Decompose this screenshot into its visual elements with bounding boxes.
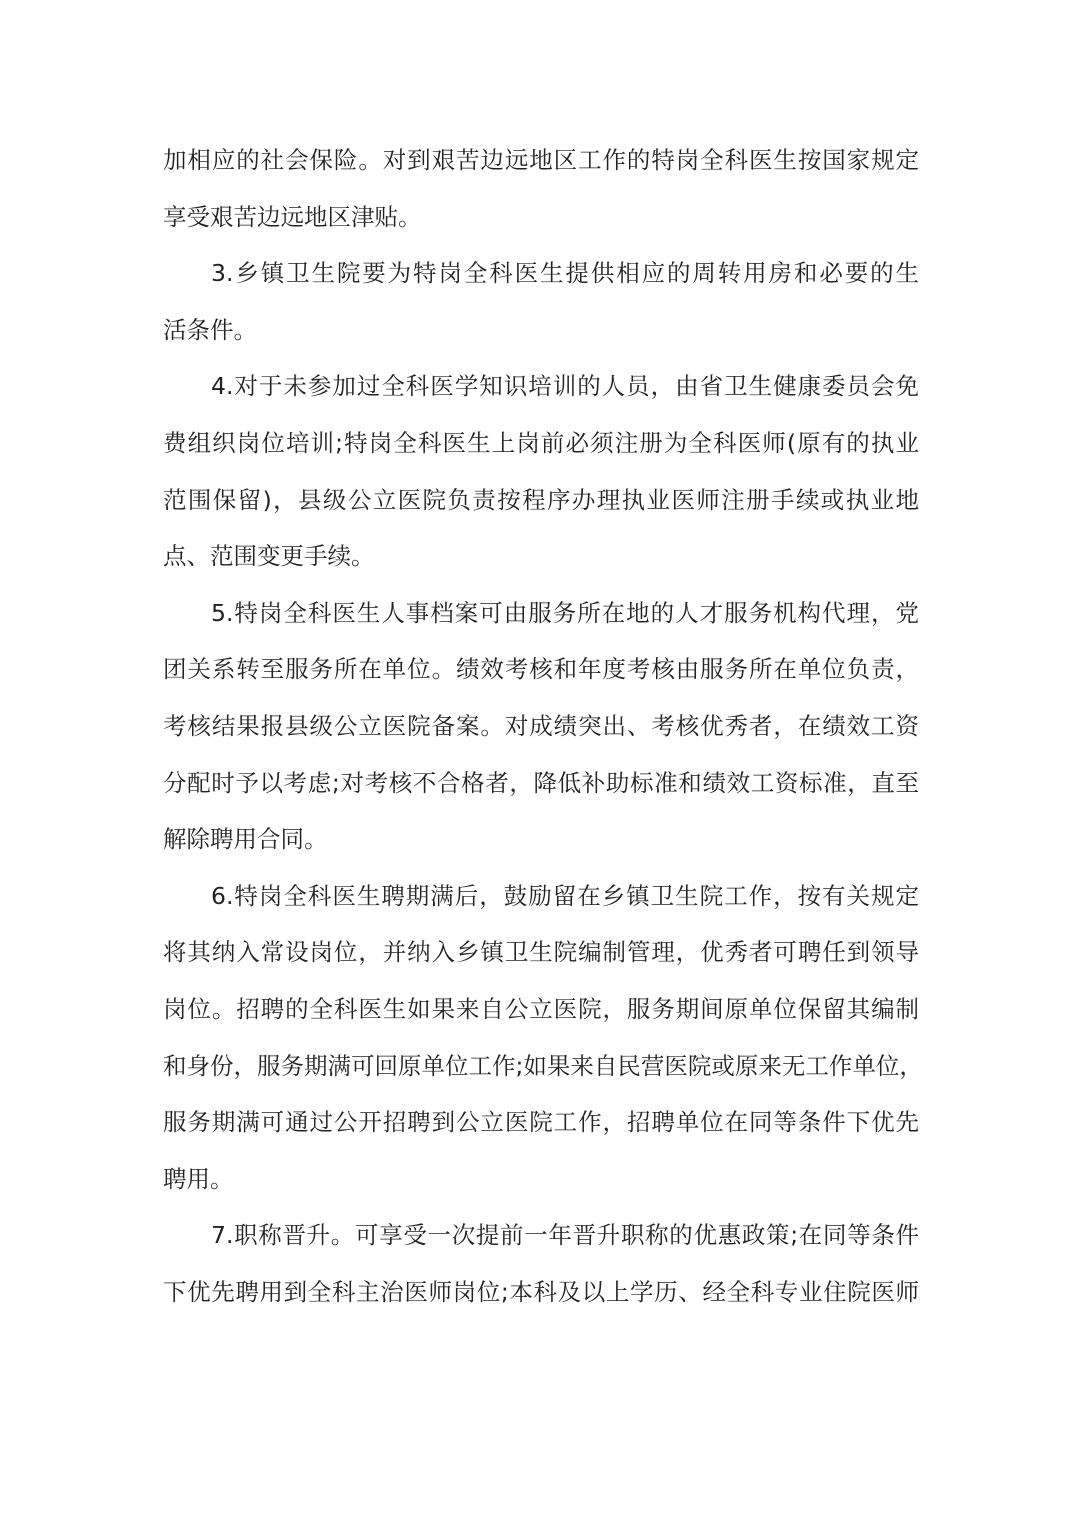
text-line: 下优先聘用到全科主治医师岗位;本科及以上学历、经全科专业住院医师 xyxy=(163,1277,919,1306)
paragraph-start-line: 6.特岗全科医生聘期满后，鼓励留在乡镇卫生院工作，按有关规定 xyxy=(211,881,919,910)
text-line: 范围保留)，县级公立医院负责按程序办理执业医师注册手续或执业地 xyxy=(163,485,919,514)
paragraph-start-line: 5.特岗全科医生人事档案可由服务所在地的人才服务机构代理，党 xyxy=(211,598,919,627)
paragraph-start-line: 4.对于未参加过全科医学知识培训的人员，由省卫生健康委员会免 xyxy=(211,372,919,401)
text-line: 和身份，服务期满可回原单位工作;如果来自民营医院或原来无工作单位， xyxy=(163,1051,923,1080)
text-line: 服务期满可通过公开招聘到公立医院工作，招聘单位在同等条件下优先 xyxy=(163,1108,919,1137)
paragraph-start-line: 3.乡镇卫生院要为特岗全科医生提供相应的周转用房和必要的生 xyxy=(211,259,919,288)
text-line: 岗位。招聘的全科医生如果来自公立医院，服务期间原单位保留其编制 xyxy=(163,994,919,1023)
text-line: 加相应的社会保险。对到艰苦边远地区工作的特岗全科医生按国家规定 xyxy=(163,146,919,174)
text-line: 费组织岗位培训;特岗全科医生上岗前必须注册为全科医师(原有的执业 xyxy=(163,428,919,457)
text-line: 享受艰苦边远地区津贴。 xyxy=(163,202,422,231)
text-line: 聘用。 xyxy=(163,1164,234,1193)
text-line: 解除聘用合同。 xyxy=(163,825,328,854)
text-line: 团关系转至服务所在单位。绩效考核和年度考核由服务所在单位负责， xyxy=(163,655,919,684)
paragraph-start-line: 7.职称晋升。可享受一次提前一年晋升职称的优惠政策;在同等条件 xyxy=(211,1221,919,1250)
text-line: 考核结果报县级公立医院备案。对成绩突出、考核优秀者，在绩效工资 xyxy=(163,711,919,740)
text-line: 分配时予以考虑;对考核不合格者，降低补助标准和绩效工资标准，直至 xyxy=(163,768,919,797)
text-line: 点、范围变更手续。 xyxy=(163,542,375,571)
text-line: 活条件。 xyxy=(163,315,257,344)
document-body xyxy=(163,132,923,1320)
text-line: 将其纳入常设岗位，并纳入乡镇卫生院编制管理，优秀者可聘任到领导 xyxy=(163,938,919,967)
